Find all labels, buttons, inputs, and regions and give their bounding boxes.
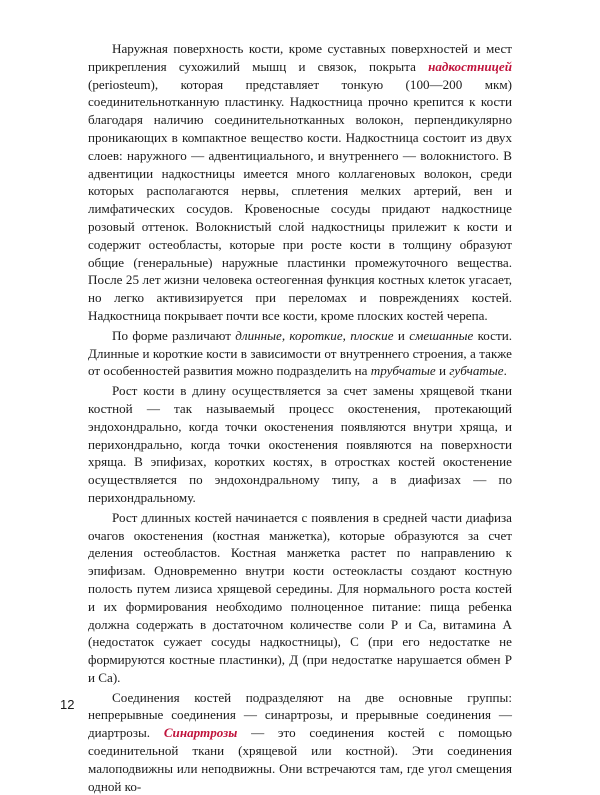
term-sinartrozy: Синартрозы	[163, 725, 238, 741]
paragraph-bone-shapes: По форме различают длинные, короткие, плоские и смешанные кости. Длинные и короткие кости в зависимости от внутреннего строения, а также от особенностей развития можно подразделить на трубчатые и губчатые.	[88, 327, 512, 379]
paragraph-long-bone-growth: Рост длинных костей начинается с появления в средней части диафиза очагов окостенения (костная манжетка), которые образуются за счет деления остеобластов. Костная манжетка растет по направлению к эпифизам. Одновременно внутри кости остеокласты создают костную полость путем лизиса хрящевой середины. Для нормального роста костей и их формирования необходимо полноценное питание: пища ребенка должна содержать в достаточном количестве соли Р и Са, витамина А (недостаток сужает сосуды надкостницы), С (при его недостатке не формируются костные пластинки), Д (при недостатке нарушается обмен Р и Са).	[88, 509, 512, 685]
page-number: 12	[60, 697, 75, 712]
paragraph-bone-growth: Рост кости в длину осуществляется за счет замены хрящевой ткани костной — так называемый процесс окостенения, протекающий эндохондрально, когда точки окостенения появляются внутри хряща, и перихондрально, когда точки окостенения появляются на поверхности хряща. В эпифизах, коротких костях, в отростках костей окостенение осуществляется по эндохондральному типу, а в диафизах — по перихондральному.	[88, 383, 512, 505]
body-text	[88, 40, 512, 795]
term-nadkostnitsa: надкостницей	[428, 58, 512, 74]
paragraph-periosteum: Наружная поверхность кости, кроме суставных поверхностей и мест прикрепления сухожилий мышц и связок, покрыта надкостницей (periosteum), которая представляет тонкую (100—200 мкм) соединительнотканную пластинку. Надкостница прочно крепится к кости благодаря наличию соединительнотканных волокон, перпендикулярно проникающих в компактное вещество кости. Надкостница состоит из двух слоев: наружного — адвентициального, и внутреннего — волокнистого. В адвентиции надкостницы имеется много коллагеновых волокон, среди которых располагаются нервы, сплетения мелких артерий, вен и лимфатических сосудов. Кровеносные сосуды придают надкостнице розовый оттенок. Волокнистый слой надкостницы прилежит к кости и содержит остеобласты, которые при росте кости в толщину образуют общие (генеральные) наружные пластинки промежуточного вещества. После 25 лет жизни человека остеогенная функция костных клеток угасает, но легко активизируется при переломах и повреждениях костей. Надкостница покрывает почти все кости, кроме плоских костей черепа.	[88, 41, 512, 323]
paragraph-bone-joints: Соединения костей подразделяют на две основные группы: непрерывные соединения — синартрозы, и прерывные соединения — диартрозы. Синартрозы — это соединения костей с помощью соединительной ткани (хрящевой или костной). Эти соединения малоподвижны или неподвижны. Они встречаются там, где угол смещения одной ко-	[88, 689, 512, 794]
